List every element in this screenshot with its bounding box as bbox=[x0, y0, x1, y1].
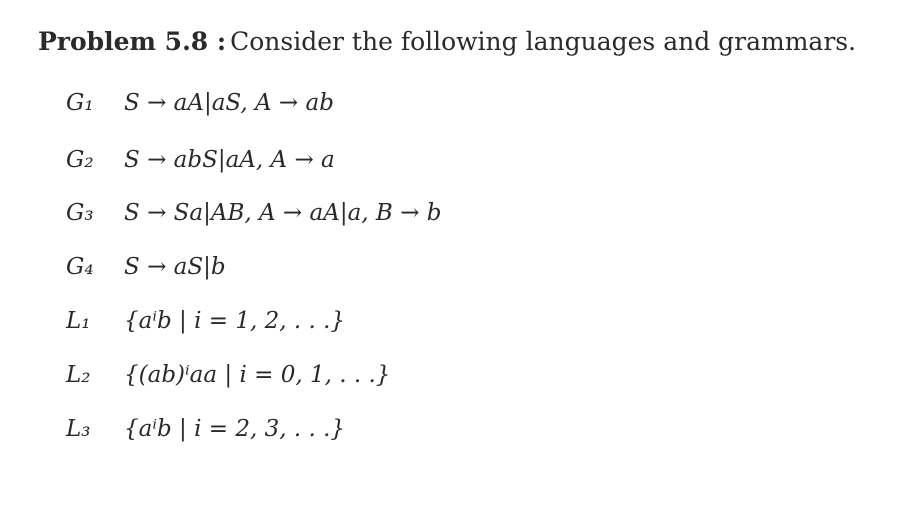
language-row bbox=[66, 414, 345, 444]
grammar-row bbox=[66, 145, 335, 175]
problem-heading bbox=[38, 26, 856, 58]
grammar-row bbox=[66, 88, 334, 118]
grammar-rule: S → aA|aS, A → ab bbox=[124, 90, 334, 116]
grammar-rule: S → aS|b bbox=[124, 254, 226, 280]
problem-label: Problem 5.8 : bbox=[38, 27, 227, 56]
grammar-symbol: G₃ bbox=[66, 200, 94, 226]
grammar-rule: S → Sa|AB, A → aA|a, B → b bbox=[124, 200, 442, 226]
language-symbol: L₂ bbox=[66, 362, 91, 388]
grammar-row bbox=[66, 198, 441, 228]
grammar-row bbox=[66, 252, 226, 282]
problem-text: Consider the following languages and grammars. bbox=[230, 27, 857, 56]
language-symbol: L₃ bbox=[66, 416, 91, 442]
grammar-rule: S → abS|aA, A → a bbox=[124, 147, 335, 173]
language-symbol: L₁ bbox=[66, 308, 91, 334]
language-set: {aⁱb | i = 2, 3, . . .} bbox=[124, 416, 346, 442]
language-row bbox=[66, 306, 345, 336]
language-set: {(ab)ⁱaa | i = 0, 1, . . .} bbox=[124, 362, 391, 388]
grammar-symbol: G₂ bbox=[66, 147, 94, 173]
grammar-symbol: G₄ bbox=[66, 254, 94, 280]
grammar-symbol: G₁ bbox=[66, 90, 94, 116]
language-row bbox=[66, 360, 390, 390]
language-set: {aⁱb | i = 1, 2, . . .} bbox=[124, 308, 346, 334]
